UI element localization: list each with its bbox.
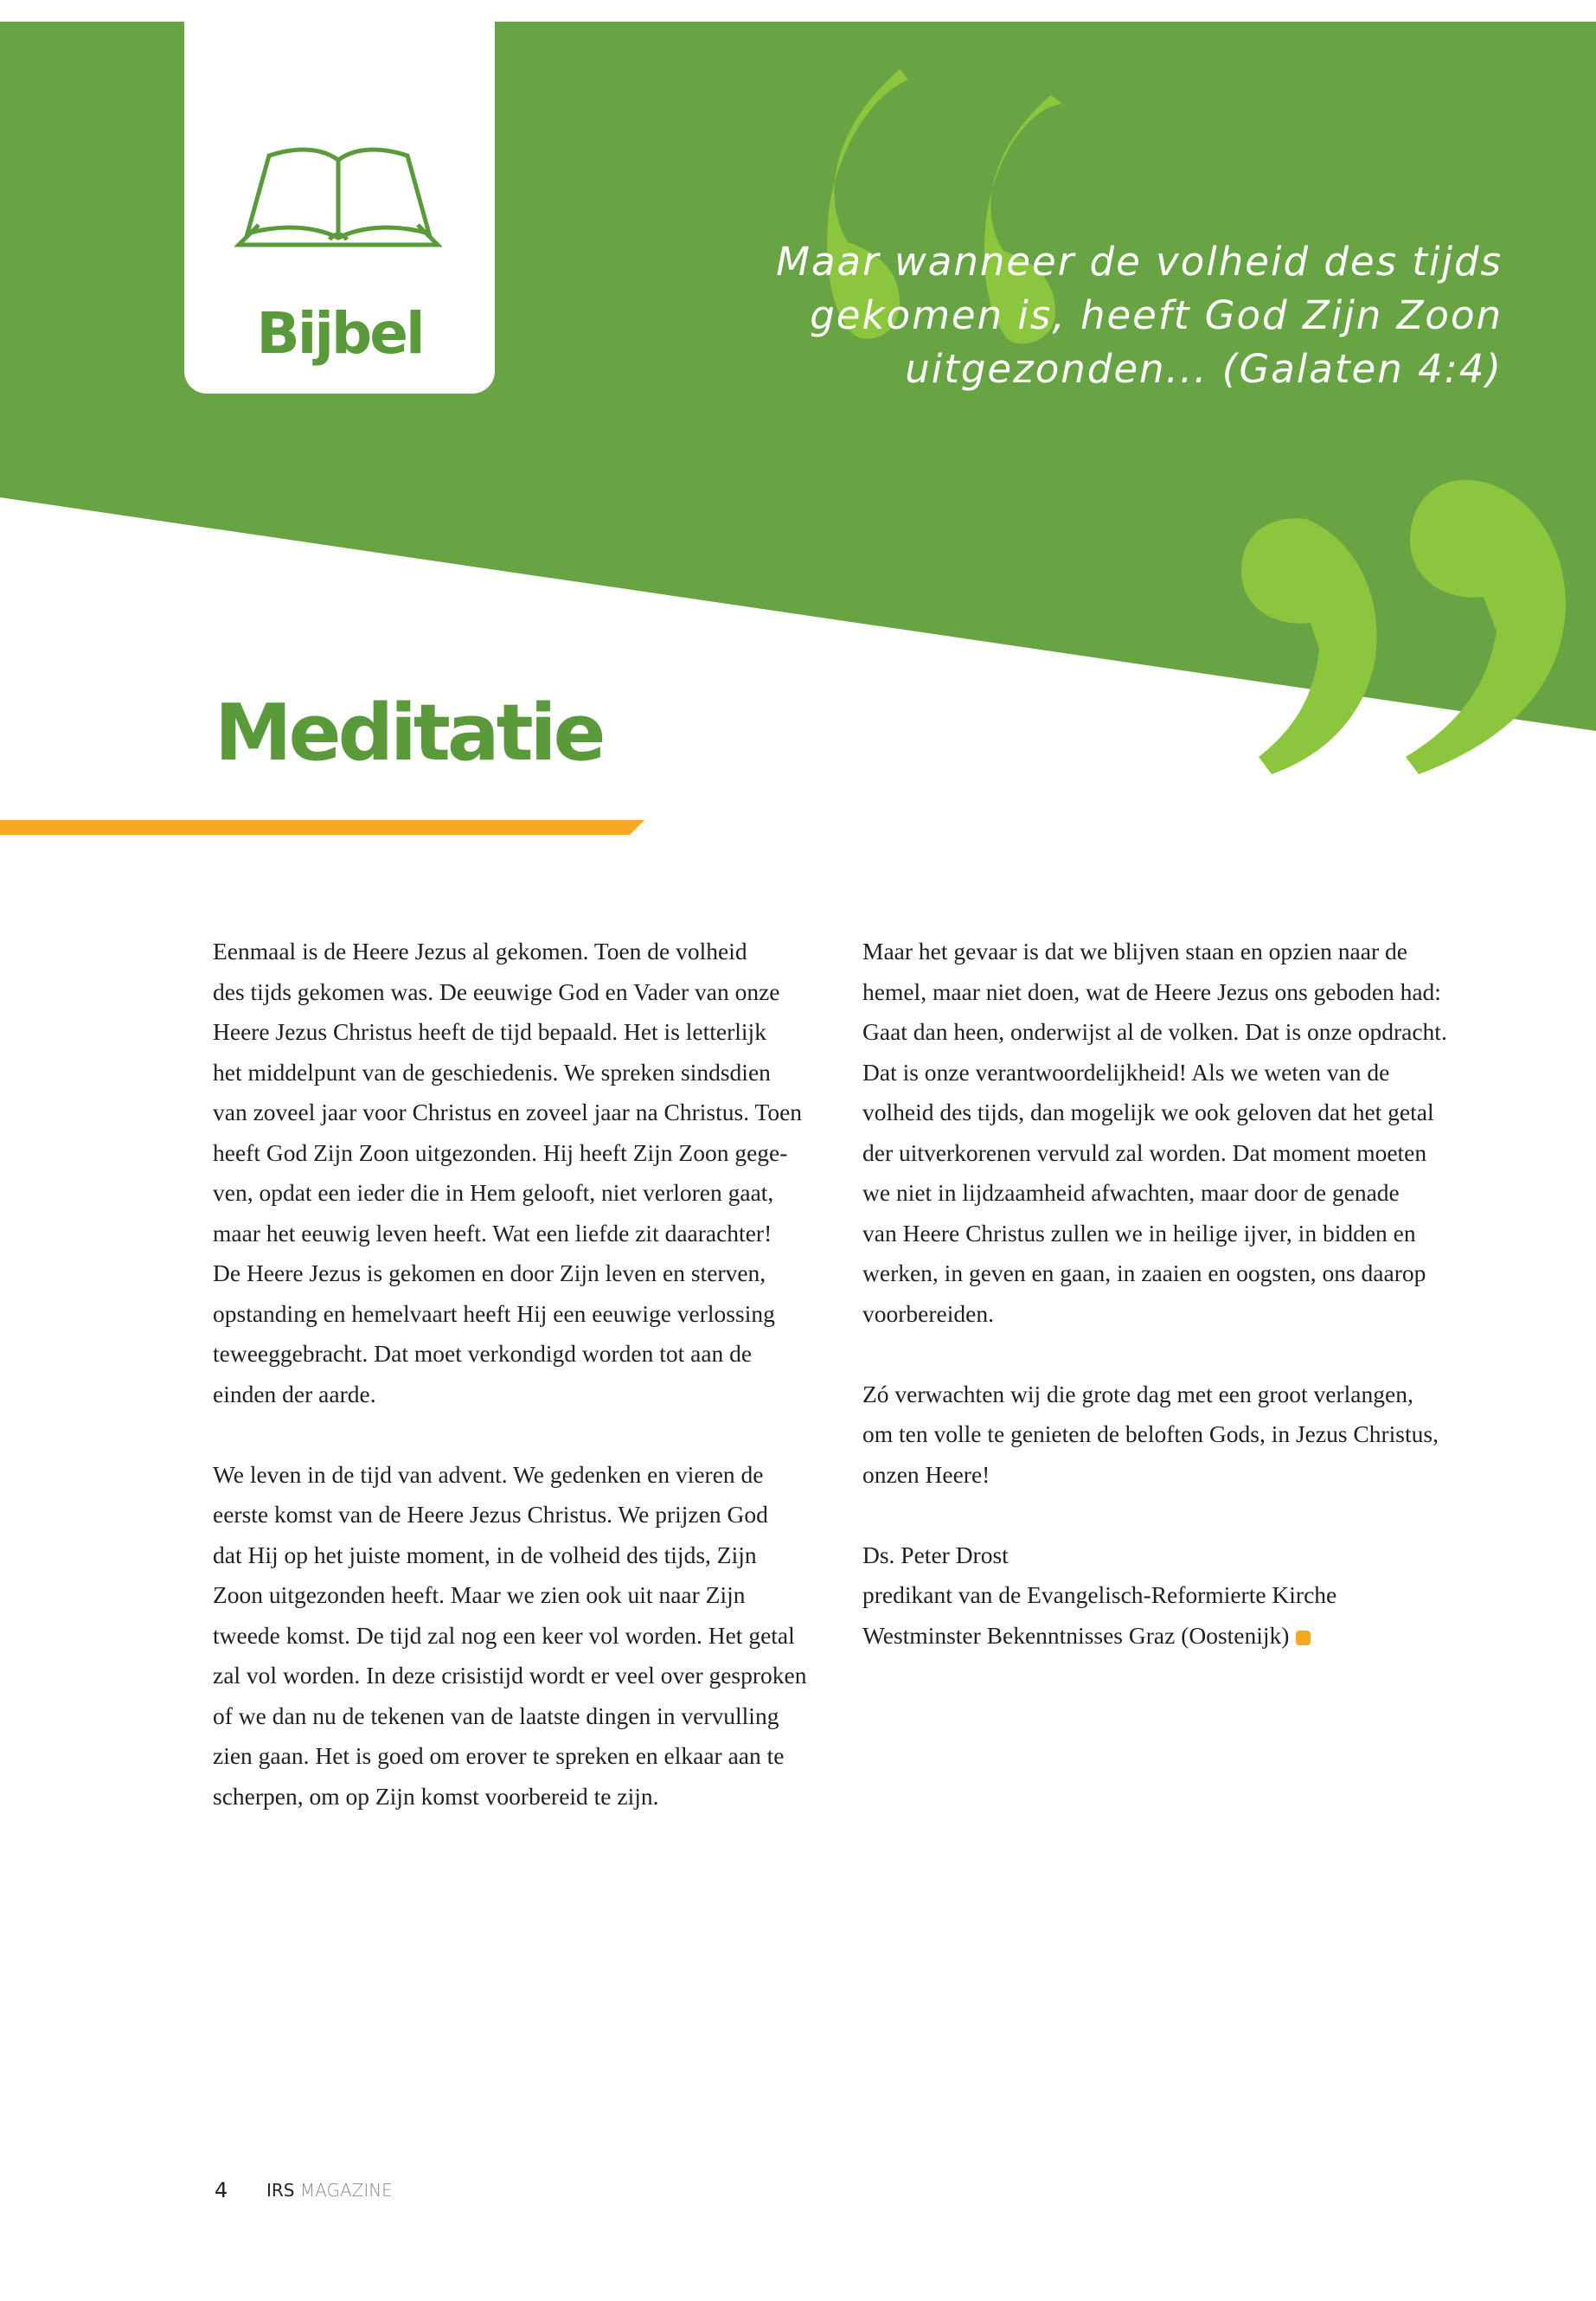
page-footer <box>215 2178 393 2202</box>
text-line: Ds. Peter Drost <box>862 1541 1009 1568</box>
paragraph-gap <box>862 1334 1485 1375</box>
text-line: onzen Heere! <box>862 1460 990 1488</box>
text-line: dat Hij op het juiste moment, in de volheid des tijds, Zijn <box>213 1541 757 1568</box>
text-line: om ten volle te genieten de beloften Gods, in Jezus Christus, <box>862 1420 1439 1447</box>
open-book-icon <box>234 143 442 251</box>
text-line: zien gaan. Het is goed om erover te spreken en elkaar aan te <box>213 1742 785 1769</box>
text-line: hemel, maar niet doen, wat de Heere Jezus ons geboden had: <box>862 977 1441 1005</box>
text-line: Westminster Bekenntnisses Graz (Oostenijk) <box>862 1616 1485 1657</box>
text-line: heeft God Zijn Zoon uitgezonden. Hij heeft Zijn Zoon gege- <box>213 1138 788 1166</box>
quote-line: uitgezonden... (Galaten 4:4) <box>905 346 1503 392</box>
text-line: Eenmaal is de Heere Jezus al gekomen. Toen de volheid <box>213 938 747 965</box>
text-line: der uitverkorenen vervuld zal worden. Dat moment moeten <box>862 1138 1427 1166</box>
text-line: maar het eeuwig leven heeft. Wat een liefde zit daarachter! <box>213 1219 772 1247</box>
brand-light: MAGAZINE <box>299 2180 393 2201</box>
section-label: Bijbel <box>256 300 423 367</box>
text-line: Maar het gevaar is dat we blijven staan en opzien naar de <box>862 938 1407 965</box>
text-line: des tijds gekomen was. De eeuwige God en Vader van onze <box>213 977 780 1005</box>
text-line: we niet in lijdzaamheid afwachten, maar door de genade <box>862 1179 1400 1206</box>
text-line: of we dan nu de tekenen van de laatste dingen in vervulling <box>213 1702 779 1729</box>
section-tab <box>184 22 495 394</box>
text-line: van zoveel jaar voor Christus en zoveel jaar na Christus. Toen <box>213 1099 803 1125</box>
paragraph-gap <box>213 1414 836 1455</box>
paragraph-gap <box>862 1495 1485 1535</box>
text-line: zal vol worden. In deze crisistijd wordt er veel over gesproken <box>213 1662 807 1689</box>
orange-underline <box>0 820 644 835</box>
article-title: Meditatie <box>215 688 603 779</box>
text-line: Zó verwachten wij die grote dag met een groot verlangen, <box>862 1380 1413 1407</box>
magazine-name <box>266 2180 393 2201</box>
brand-bold: IRS <box>266 2180 295 2201</box>
text-line: werken, in geven en gaan, in zaaien en oogsten, ons daarop <box>862 1259 1426 1286</box>
text-line: volheid des tijds, dan mogelijk we ook geloven dat het getal <box>862 1099 1434 1125</box>
text-line: einden der aarde. <box>213 1380 376 1407</box>
text-line: Heere Jezus Christus heeft de tijd bepaald. Het is letterlijk <box>213 1018 766 1045</box>
left-column <box>213 932 836 1817</box>
end-mark-icon <box>1296 1631 1311 1645</box>
text-line: opstanding en hemelvaart heeft Hij een eeuwige verlossing <box>213 1299 775 1327</box>
text-line: De Heere Jezus is gekomen en door Zijn leven en sterven, <box>213 1259 766 1286</box>
page-number: 4 <box>215 2178 228 2202</box>
text-line: Gaat dan heen, onderwijst al de volken. Dat is onze opdracht. <box>862 1018 1447 1045</box>
text-line: het middelpunt van de geschiedenis. We spreken sindsdien <box>213 1058 771 1086</box>
text-line: teweeggebracht. Dat moet verkondigd worden tot aan de <box>213 1340 753 1367</box>
right-column <box>862 932 1485 1656</box>
text-line: We leven in de tijd van advent. We gedenken en vieren de <box>213 1460 764 1488</box>
text-line: Dat is onze verantwoordelijkheid! Als we weten van de <box>862 1058 1390 1086</box>
text-line: van Heere Christus zullen we in heilige ijver, in bidden en <box>862 1219 1416 1247</box>
text-line: predikant van de Evangelisch-Reformierte Kirche <box>862 1581 1337 1608</box>
quote-line: gekomen is, heeft God Zijn Zoon <box>810 292 1503 338</box>
text-line: tweede komst. De tijd zal nog een keer vol worden. Het getal <box>213 1621 795 1649</box>
pull-quote <box>724 235 1503 396</box>
text-line: ven, opdat een ieder die in Hem gelooft, niet verloren gaat, <box>213 1179 774 1206</box>
text-line: Zoon uitgezonden heeft. Maar we zien ook uit naar Zijn <box>213 1581 746 1608</box>
quote-line: Maar wanneer de volheid des tijds <box>776 239 1503 285</box>
text-line: voorbereiden. <box>862 1299 994 1327</box>
text-line: scherpen, om op Zijn komst voorbereid te zijn. <box>213 1782 659 1810</box>
text-line: eerste komst van de Heere Jezus Christus. We prijzen God <box>213 1501 768 1528</box>
